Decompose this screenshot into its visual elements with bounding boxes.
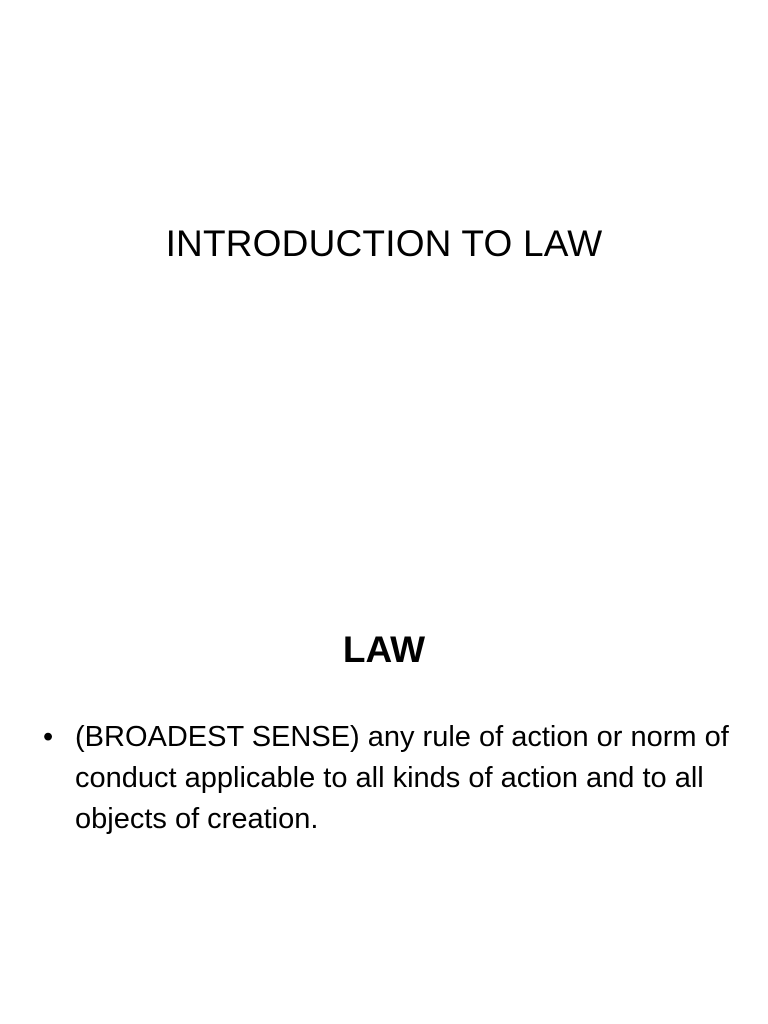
slide-title: INTRODUCTION TO LAW — [165, 223, 603, 264]
bullet-icon: • — [43, 721, 54, 753]
bullet-list — [43, 717, 733, 840]
slide-heading: LAW — [342, 629, 426, 670]
bullet-text: (BROADEST SENSE) any rule of action or norm of conduct applicable to all kinds of action and to all objects of creation. — [75, 721, 729, 835]
bullet-item — [43, 717, 733, 840]
slide-2 — [0, 512, 768, 1024]
